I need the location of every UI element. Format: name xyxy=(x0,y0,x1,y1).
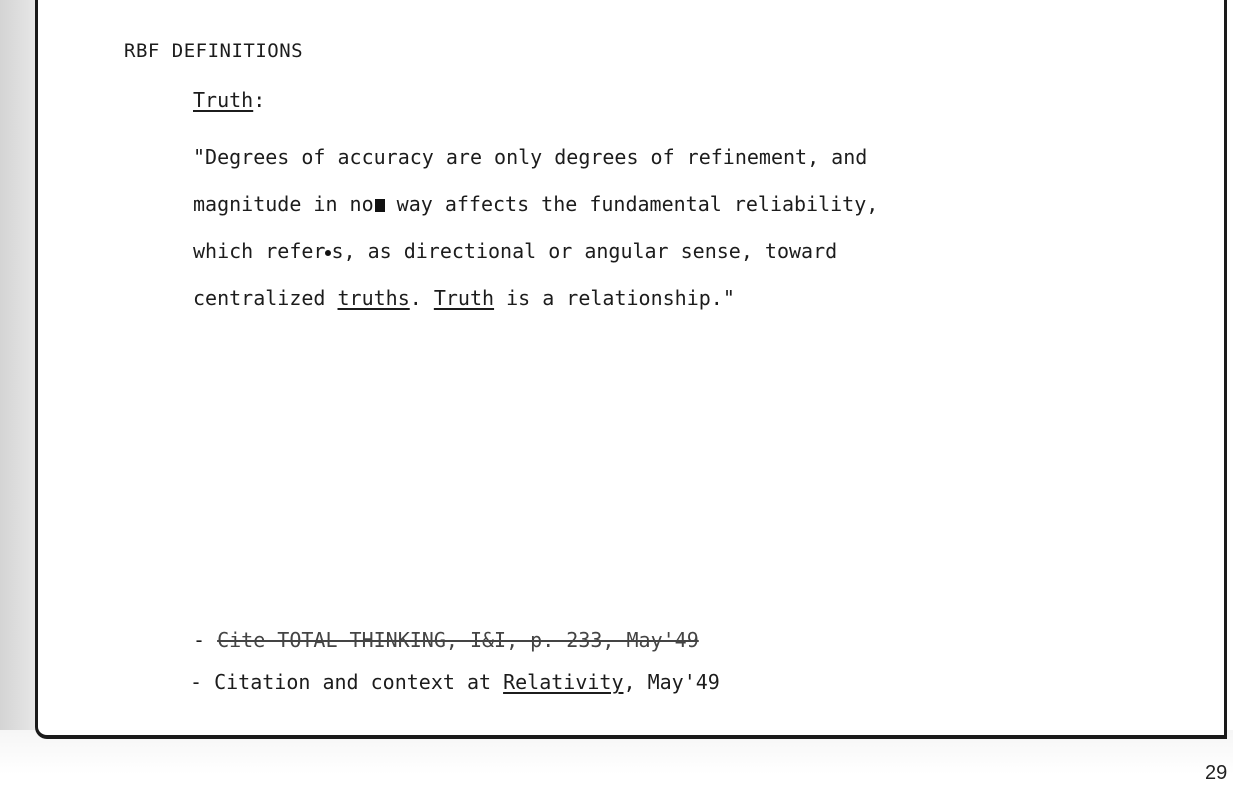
underlined-truth: Truth xyxy=(433,286,495,310)
quote-line-1: "Degrees of accuracy are only degrees of refinement, and xyxy=(193,145,868,169)
underlined-truths: truths xyxy=(337,286,410,310)
struck-citation: - Cite TOTAL THINKING, I&I, p. 233, May'49 xyxy=(193,628,699,652)
page-number: 29 xyxy=(1205,762,1228,784)
struck-citation-text: Cite TOTAL THINKING, I&I, p. 233, May'49 xyxy=(217,628,699,652)
citation-note: - Citation and context at Relativity, May'49 xyxy=(190,670,720,694)
term-colon: : xyxy=(253,88,266,112)
definition-term xyxy=(193,88,265,112)
definition-quote xyxy=(193,134,1073,322)
relativity-link[interactable]: Relativity xyxy=(503,670,624,694)
quote-line-3: which refer s, as directional or angular sense, toward xyxy=(193,239,838,263)
quote-line-2: magnitude in no way affects the fundamental reliability, xyxy=(193,192,879,216)
quote-line-4: centralized truths. Truth is a relationship." xyxy=(193,286,735,310)
term-label: Truth xyxy=(193,88,254,112)
document-heading: RBF DEFINITIONS xyxy=(124,40,304,62)
ink-blot xyxy=(375,199,385,212)
